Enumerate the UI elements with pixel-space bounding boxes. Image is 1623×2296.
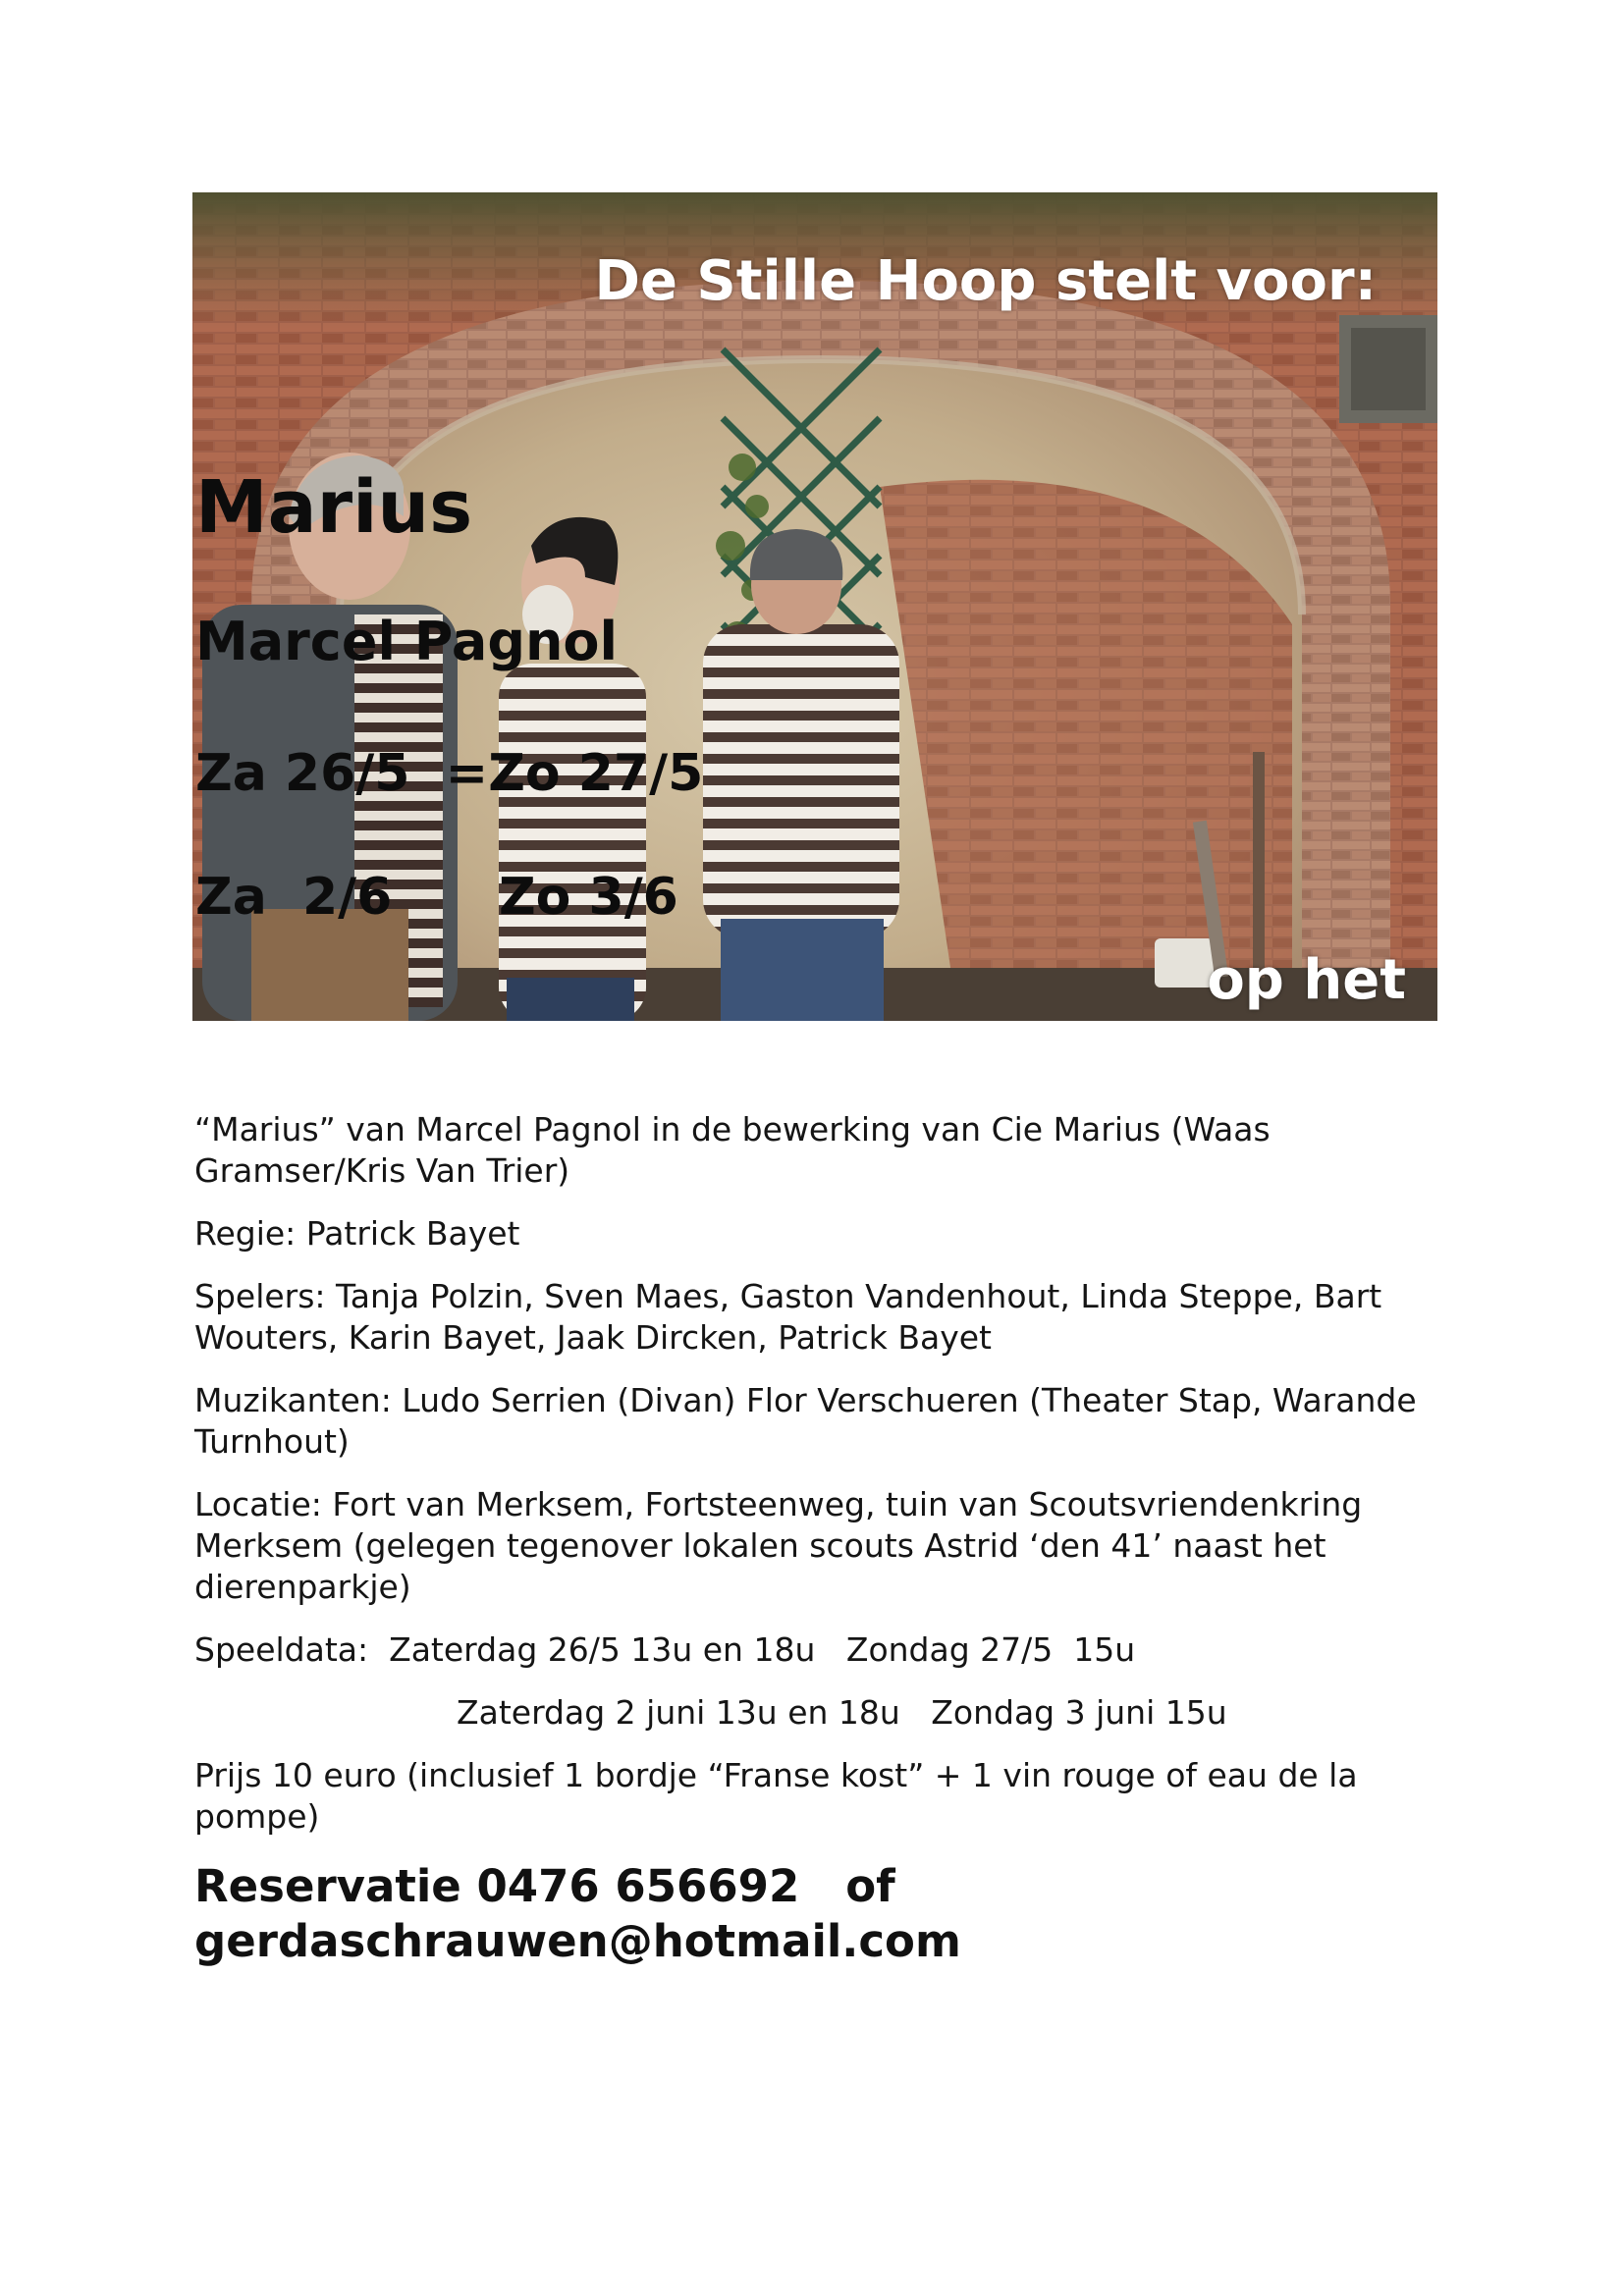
cast-paragraph: Spelers: Tanja Polzin, Sven Maes, Gaston Vandenhout, Linda Steppe, Bart Wouters, Karin Bayet, Jaak Dircken, Patrick Bayet [194,1277,1382,1357]
poster-title: Marius [195,465,473,550]
poster-dates-line1: Za 26/5 =Zo 27/5 [195,744,704,803]
reservation-email[interactable]: gerdaschrauwen@hotmail.com [194,1915,961,1967]
intro-paragraph: “Marius” van Marcel Pagnol in de bewerking van Cie Marius (Waas Gramser/Kris Van Trier) [194,1110,1271,1190]
musicians-paragraph: Muzikanten: Ludo Serrien (Divan) Flor Verschueren (Theater Stap, Warande Turnhout) [194,1381,1417,1461]
document-body [194,1109,1441,1969]
poster-footer: op het [1207,948,1406,1012]
direction-paragraph: Regie: Patrick Bayet [194,1214,520,1253]
poster-author: Marcel Pagnol [195,611,619,672]
poster-photo [192,192,1437,1021]
dates-paragraph: Speeldata: Zaterdag 26/5 13u en 18u Zondag 27/5 15u [194,1630,1136,1669]
location-paragraph: Locatie: Fort van Merksem, Fortsteenweg, tuin van Scoutsvriendenkring Merksem (gelegen tegenover lokalen scouts Astrid ‘den 41’ naast het dierenparkje) [194,1485,1363,1606]
reservation-block [194,1859,1441,1969]
dates-paragraph-second: Zaterdag 2 juni 13u en 18u Zondag 3 juni 15u [457,1693,1227,1732]
poster-header: De Stille Hoop stelt voor: [594,249,1377,313]
price-paragraph: Prijs 10 euro (inclusief 1 bordje “Franse kost” + 1 vin rouge of eau de la pompe) [194,1756,1358,1836]
reservation-phone: Reservatie 0476 656692 of [194,1860,895,1912]
poster-dates-line2: Za 2/6 Zo 3/6 [195,868,678,927]
